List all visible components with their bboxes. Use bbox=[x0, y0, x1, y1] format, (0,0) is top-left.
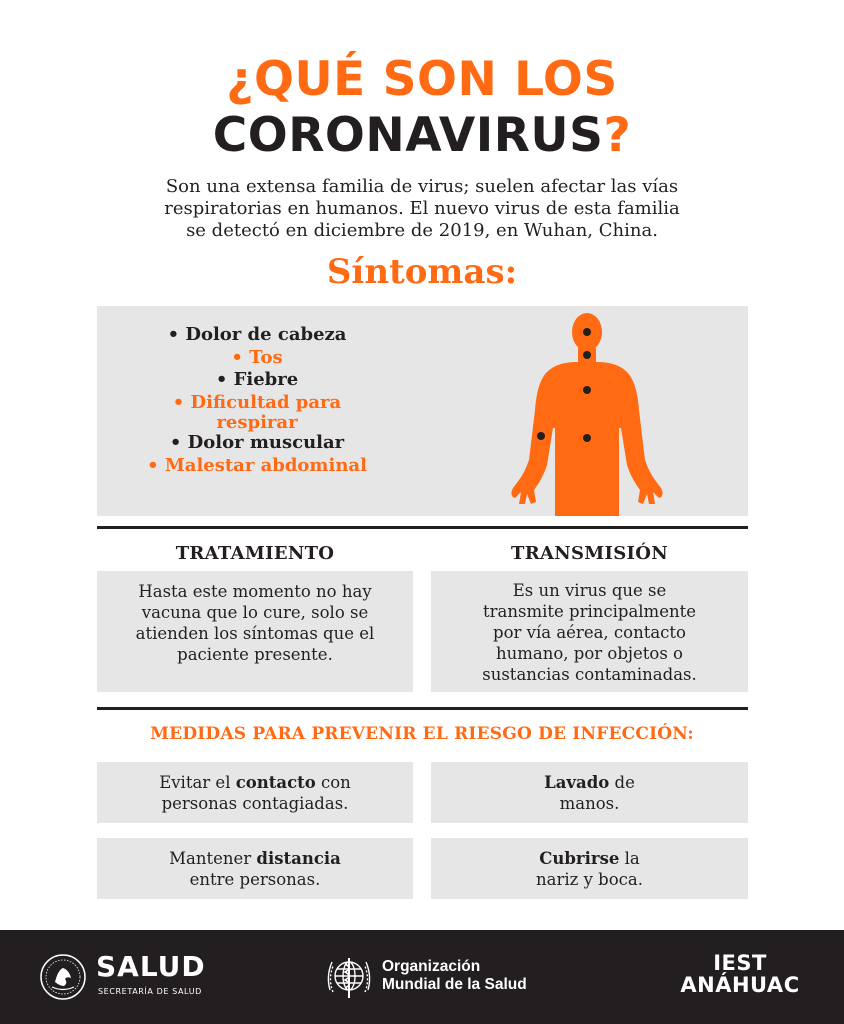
transmision-line: transmite principalmente bbox=[483, 602, 696, 621]
measure-cubrirse bbox=[431, 838, 748, 899]
transmision-text bbox=[431, 580, 748, 685]
measure-distancia-pre: Mantener bbox=[169, 849, 257, 868]
measure-lavado-text bbox=[431, 772, 748, 814]
divider-middle bbox=[97, 707, 748, 710]
intro-line-3: se detectó en diciembre de 2019, en Wuhan, China. bbox=[186, 220, 658, 241]
measure-lavado-bold: Lavado bbox=[544, 773, 610, 792]
symptoms-panel bbox=[97, 306, 748, 516]
transmision-line: por vía aérea, contacto bbox=[493, 623, 686, 642]
measure-contacto-text bbox=[97, 772, 413, 814]
measure-contacto-post: con bbox=[315, 773, 351, 792]
oms-line1: Organización bbox=[382, 958, 481, 975]
transmision-line: sustancias contaminadas. bbox=[482, 665, 697, 684]
tratamiento-line: atienden los síntomas que el bbox=[135, 624, 375, 643]
symptom-item: • Dolor de cabeza bbox=[167, 324, 347, 345]
medidas-title: MEDIDAS PARA PREVENIR EL RIESGO DE INFECCIÓN: bbox=[150, 724, 694, 744]
symptom-list bbox=[97, 324, 417, 477]
symptom-item: • Dificultad para bbox=[172, 391, 342, 413]
measure-contacto-pre: Evitar el bbox=[159, 773, 236, 792]
measure-lavado-line2: manos. bbox=[559, 794, 620, 813]
symptom-item: • Tos bbox=[231, 346, 283, 368]
tratamiento-line: vacuna que lo cure, solo se bbox=[141, 603, 369, 622]
who-emblem-icon bbox=[320, 950, 378, 1004]
divider-top bbox=[97, 526, 748, 529]
oms-name bbox=[382, 958, 527, 994]
transmision-line: Es un virus que se bbox=[512, 581, 667, 600]
salud-logo bbox=[38, 948, 238, 1008]
measure-cubrirse-text bbox=[431, 848, 748, 890]
symptom-item: • Fiebre bbox=[215, 369, 299, 390]
measure-cubrirse-bold: Cubrirse bbox=[539, 849, 620, 868]
tratamiento-text bbox=[97, 581, 413, 665]
measure-lavado-post: de bbox=[609, 773, 635, 792]
measure-distancia bbox=[97, 838, 413, 899]
title-line-2 bbox=[0, 108, 844, 163]
intro-line-2: respiratorias en humanos. El nuevo virus de esta familia bbox=[164, 198, 680, 219]
tratamiento-box bbox=[97, 571, 413, 692]
measure-lavado bbox=[431, 762, 748, 823]
measure-contacto bbox=[97, 762, 413, 823]
symptom-item: • Dolor muscular bbox=[169, 432, 345, 453]
iest-logo bbox=[660, 952, 820, 996]
measure-cubrirse-line2: nariz y boca. bbox=[536, 870, 643, 889]
title-question-mark: ? bbox=[603, 108, 632, 163]
measure-distancia-line2: entre personas. bbox=[189, 870, 321, 889]
tratamiento-heading: TRATAMIENTO bbox=[175, 543, 335, 564]
iest-line2: ANÁHUAC bbox=[680, 973, 800, 997]
measure-distancia-text bbox=[97, 848, 413, 890]
oms-logo bbox=[320, 948, 540, 1008]
salud-subtitle: SECRETARÍA DE SALUD bbox=[98, 987, 202, 996]
mexico-seal-icon bbox=[38, 952, 88, 1002]
measure-contacto-line2: personas contagiadas. bbox=[161, 794, 349, 813]
iest-line1: IEST bbox=[713, 951, 767, 975]
sintomas-title: Síntomas: bbox=[326, 252, 518, 292]
human-body-icon bbox=[507, 310, 667, 516]
transmision-line: humano, por objetos o bbox=[495, 644, 683, 663]
title-coronavirus: CORONAVIRUS bbox=[212, 108, 604, 163]
title-line-1: ¿QUÉ SON LOS bbox=[226, 52, 618, 107]
salud-name: SALUD bbox=[96, 950, 206, 983]
oms-line2: Mundial de la Salud bbox=[382, 976, 527, 993]
intro-paragraph bbox=[100, 176, 744, 242]
tratamiento-line: Hasta este momento no hay bbox=[138, 582, 372, 601]
intro-line-1: Son una extensa familia de virus; suelen afectar las vías bbox=[165, 176, 679, 197]
transmision-box bbox=[431, 571, 748, 692]
measure-cubrirse-post: la bbox=[619, 849, 640, 868]
footer-bar bbox=[0, 930, 844, 1024]
measure-distancia-bold: distancia bbox=[256, 849, 341, 868]
measure-contacto-bold: contacto bbox=[235, 773, 316, 792]
symptom-item: • Malestar abdominal bbox=[147, 454, 367, 476]
tratamiento-line: paciente presente. bbox=[177, 645, 333, 664]
symptom-item: respirar bbox=[216, 412, 298, 433]
transmision-heading: TRANSMISIÓN bbox=[511, 543, 668, 564]
